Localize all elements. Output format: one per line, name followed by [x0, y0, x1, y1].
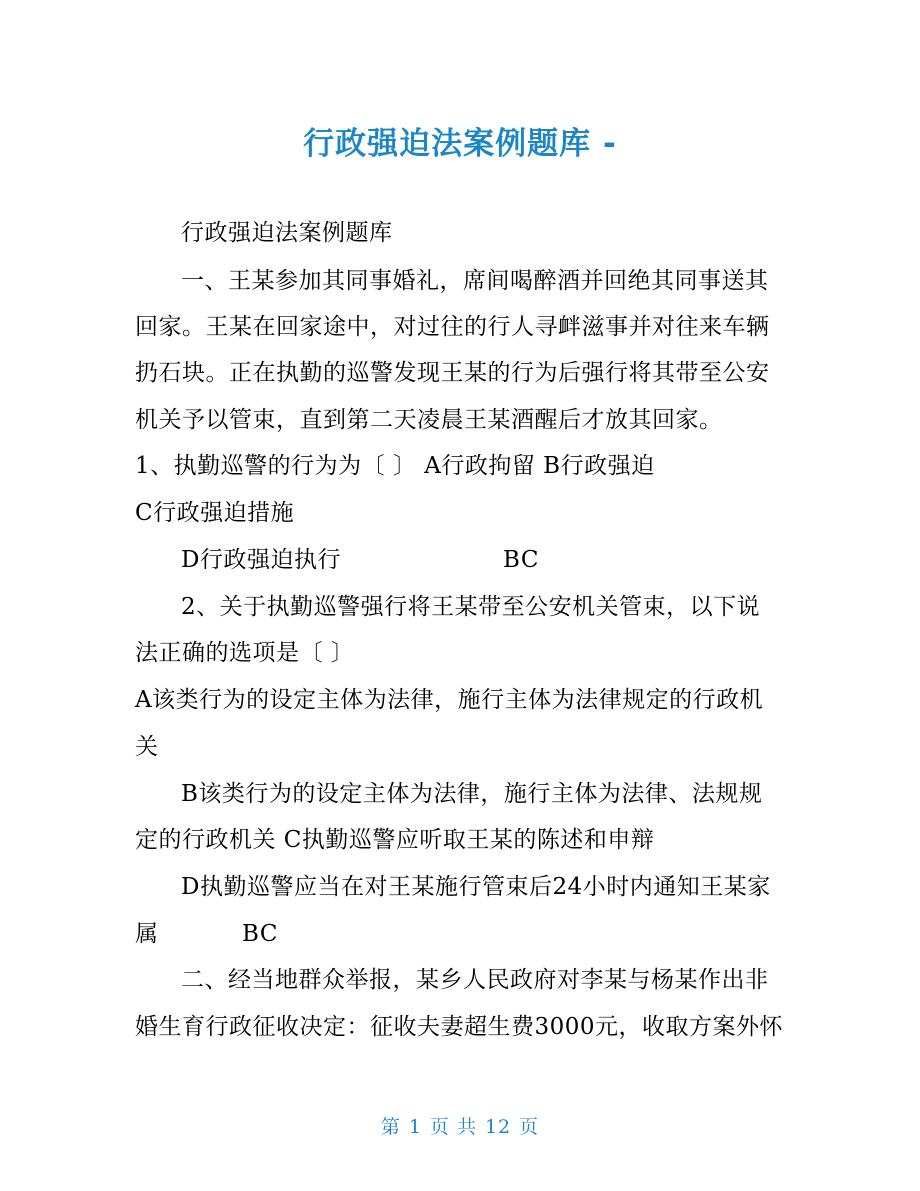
text-line: 关: [135, 734, 159, 760]
text-line: 回家。王某在回家途中，对过往的行人寻衅滋事并对往来车辆: [135, 314, 770, 340]
text-line: D执勤巡警应当在对王某施行管束后24小时内通知王某家: [181, 874, 771, 900]
page-footer: [0, 1112, 920, 1139]
answer-text: BC: [242, 921, 278, 947]
footer-suffix: 页: [519, 1116, 540, 1138]
text-line: 属: [135, 921, 159, 947]
text-line: A该类行为的设定主体为法律，施行主体为法律规定的行政机: [135, 687, 764, 713]
footer-total-pages: 12: [484, 1116, 512, 1138]
answer-text: BC: [503, 547, 539, 573]
text-line: 法正确的选项是〔 〕: [135, 640, 355, 666]
text-line: 2、关于执勤巡警强行将王某带至公安机关管束，以下说: [181, 594, 761, 620]
text-line: 1、执勤巡警的行为为〔 〕 A行政拘留 B行政强迫: [135, 453, 655, 479]
text-line: 行政强迫法案例题库: [181, 220, 393, 246]
text-line: B该类行为的设定主体为法律，施行主体为法律、法规规: [181, 781, 763, 807]
document-title: 行政强迫法案例题库 -: [303, 126, 617, 162]
text-line: 定的行政机关 C执勤巡警应听取王某的陈述和申辩: [135, 827, 655, 853]
text-line: 婚生育行政征收决定：征收夫妻超生费3000元，收取方案外怀: [135, 1014, 784, 1040]
text-line: 机关予以管束，直到第二天凌晨王某酒醒后才放其回家。: [135, 407, 723, 433]
footer-page-number: 1: [408, 1116, 422, 1138]
footer-middle: 页 共: [429, 1116, 477, 1138]
text-line: 扔石块。正在执勤的巡警发现王某的行为后强行将其带至公安: [135, 360, 770, 386]
text-line: C行政强迫措施: [135, 500, 295, 526]
text-line: D行政强迫执行: [181, 547, 341, 573]
footer-prefix: 第: [380, 1116, 401, 1138]
text-line: 一、王某参加其同事婚礼，席间喝醉酒并回绝其同事送其: [181, 268, 769, 294]
text-line: 二、经当地群众举报，某乡人民政府对李某与杨某作出非: [181, 967, 769, 993]
